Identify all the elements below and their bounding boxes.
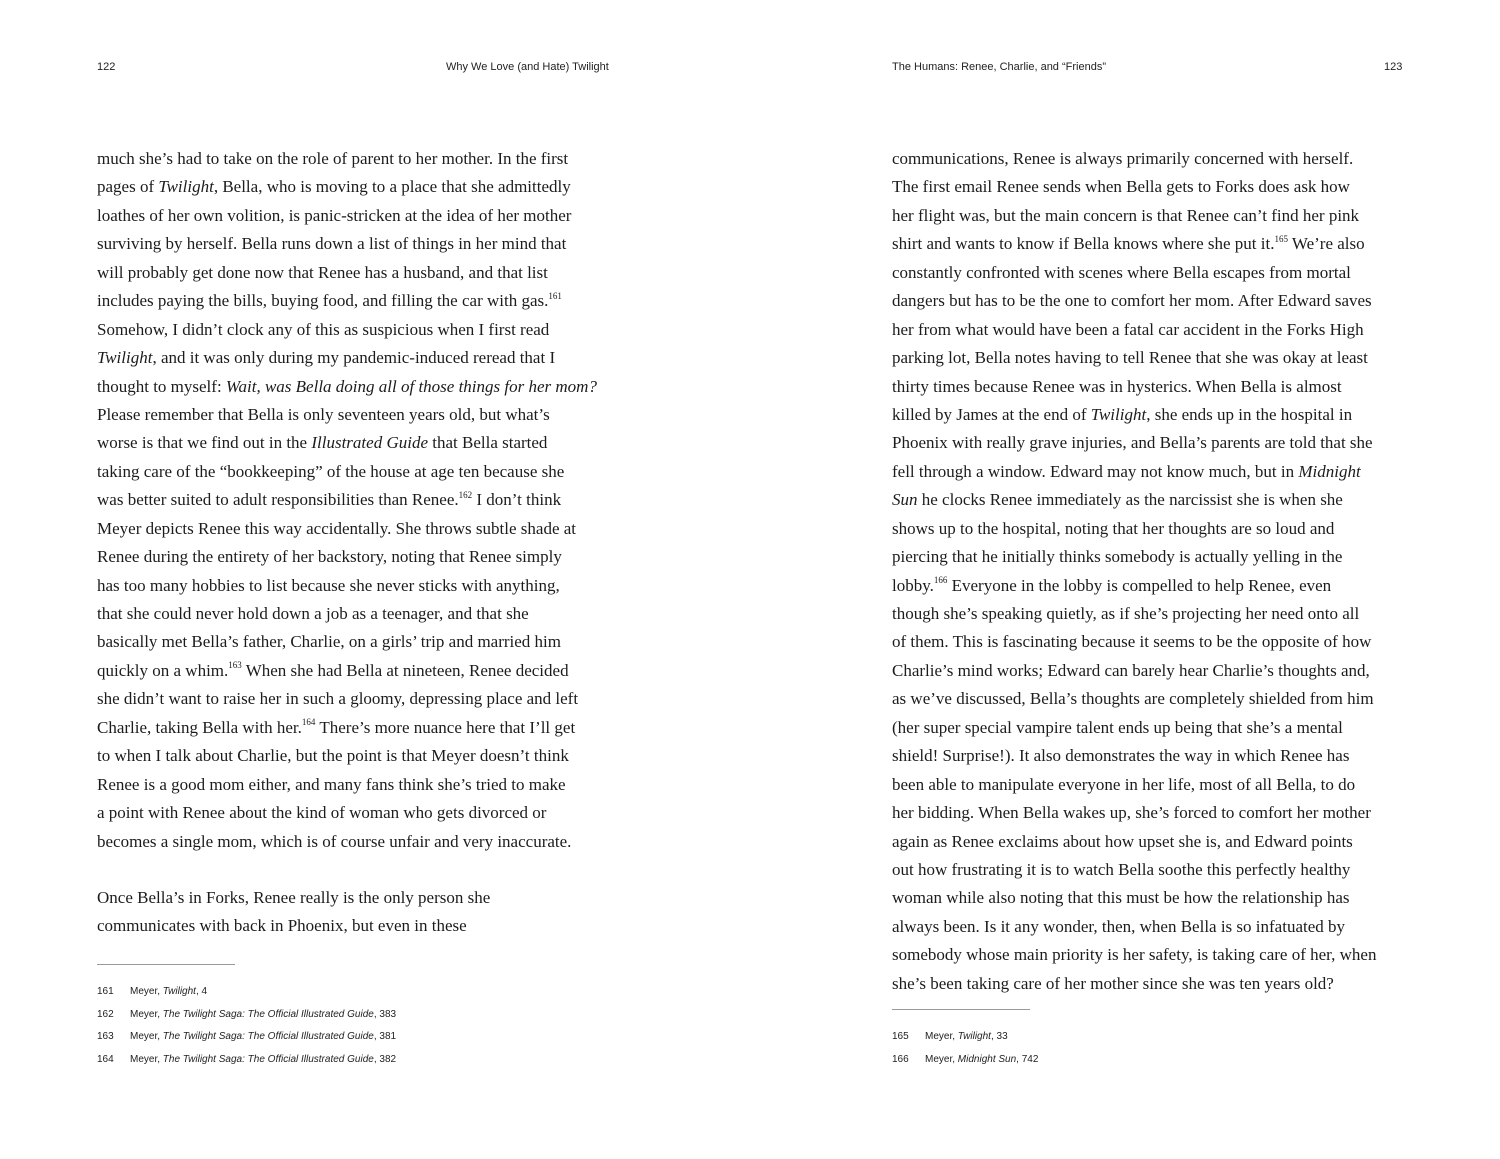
body-paragraph: communications, Renee is always primarily concerned with herself. The first email Renee sends when Bella gets to Forks does ask how her flight was, but the main concern is that Renee can’t find her pink shirt and wants to know if Bella knows where she put it.$^{165}$ We’re also constantly confronted with scenes where Bella escapes from mortal dangers but has to be the one to comfort her mom. After Edward saves her from what would have been a fatal car accident in the Forks High parking lot, Bella notes having to tell Renee that she was okay at least thirty times because Renee was in hysterics. When Bella is almost killed by James at the end of Twilight, she ends up in the hospital in Phoenix with really grave injuries, and Bella’s parents are told that she fell through a window. Edward may not know much, but in Midnight Sun he clocks Renee immediately as the narcissist she is when she shows up to the hospital, noting that her thoughts are so loud and piercing that he initially thinks somebody is actually yelling in the lobby.$^{166}$ Everyone in the lobby is compelled to help Renee, even though she’s speaking quietly, as if she’s projecting her need onto all of them. This is fascinating because it seems to be the opposite of how Charlie’s mind works; Edward can barely hear Charlie’s thoughts and, as we’ve discussed, Bella’s thoughts are completely shielded from him (her super special vampire talent ends up being that she’s a mental shield! Surprise!). It also demonstrates the way in which Renee has been able to manipulate everyone in her life, most of all Bella, to do her bidding. When Bella wakes up, she’s forced to comfort her mother again as Renee exclaims about how upset she is, and Edward points out how frustrating it is to watch Bella soothe this perfectly healthy woman while also noting that this must be how the relationship has always been. Is it any wonder, then, when Bella is so infatuated by somebody whose main priority is her safety, is taking care of her, when she’s been taking care of her mother since she was ten years old? — [892, 149, 1377, 993]
footnote-ref: 166 — [933, 574, 948, 585]
footnote-ref: 163 — [228, 660, 242, 671]
page-number: 123 — [1384, 61, 1403, 73]
footnote: 163 Meyer, The Twilight Saga: The Official Illustrated Guide, 381 — [97, 1031, 397, 1042]
footnote: 166 Meyer, Midnight Sun, 742 — [892, 1054, 1039, 1065]
footnote-divider — [892, 1009, 1030, 1010]
footnote-divider — [97, 964, 235, 965]
page-number: 122 — [97, 61, 116, 73]
footnote: 164 Meyer, The Twilight Saga: The Official Illustrated Guide, 382 — [97, 1054, 397, 1065]
footnote-ref: 165 — [1274, 233, 1288, 244]
footnote-ref: 162 — [458, 489, 473, 500]
body-paragraph: Once Bella’s in Forks, Renee really is the only person she communicates with back in Phoenix, but even in these — [97, 888, 491, 936]
right-page — [750, 0, 1500, 1159]
footnote: 161 Meyer, Twilight, 4 — [97, 986, 208, 997]
body-paragraph: much she’s had to take on the role of parent to her mother. In the first pages of Twilight, Bella, who is moving to a place that she admittedly loathes of her own volition, is panic-stricken at the idea of her mother surviving by herself. Bella runs down a list of things in her mind that will probably get done now that Renee has a husband, and that list includes paying the bills, buying food, and filling the car with gas.$^{161}$ Somehow, I didn’t clock any of this as suspicious when I first read Twilight, and it was only during my pandemic-induced reread that I thought to myself: Wait, was Bella doing all of those things for her mom? Please remember that Bella is only seventeen years old, but what’s worse is that we find out in the Illustrated Guide that Bella started taking care of the “bookkeeping” of the house at age ten because she was better suited to adult responsibilities than Renee.$^{162}$ I don’t think Meyer depicts Renee this way accidentally. She throws subtle shade at Renee during the entirety of her backstory, noting that Renee simply has too many hobbies to list because she never sticks with anything, that she could never hold down a job as a teenager, and that she basically met Bella’s father, Charlie, on a girls’ trip and married him quickly on a whim.$^{163}$ When she had Bella at nineteen, Renee decided she didn’t want to raise her in such a gloomy, depressing place and left Charlie, taking Bella with her.$^{164}$ There’s more nuance here that I’ll get to when I talk about Charlie, but the point is that Meyer doesn’t think Renee is a good mom either, and many fans think she’s tried to make a point with Renee about the kind of woman who gets divorced or becomes a single mom, which is of course unfair and very inaccurate. — [97, 149, 597, 851]
footnote-ref: 161 — [548, 290, 562, 301]
running-header: The Humans: Renee, Charlie, and “Friends” — [892, 61, 1106, 73]
footnote: 162 Meyer, The Twilight Saga: The Official Illustrated Guide, 383 — [97, 1009, 397, 1020]
running-header: Why We Love (and Hate) Twilight — [446, 61, 609, 73]
footnote: 165 Meyer, Twilight, 33 — [892, 1031, 1008, 1042]
footnote-ref: 164 — [301, 717, 316, 728]
